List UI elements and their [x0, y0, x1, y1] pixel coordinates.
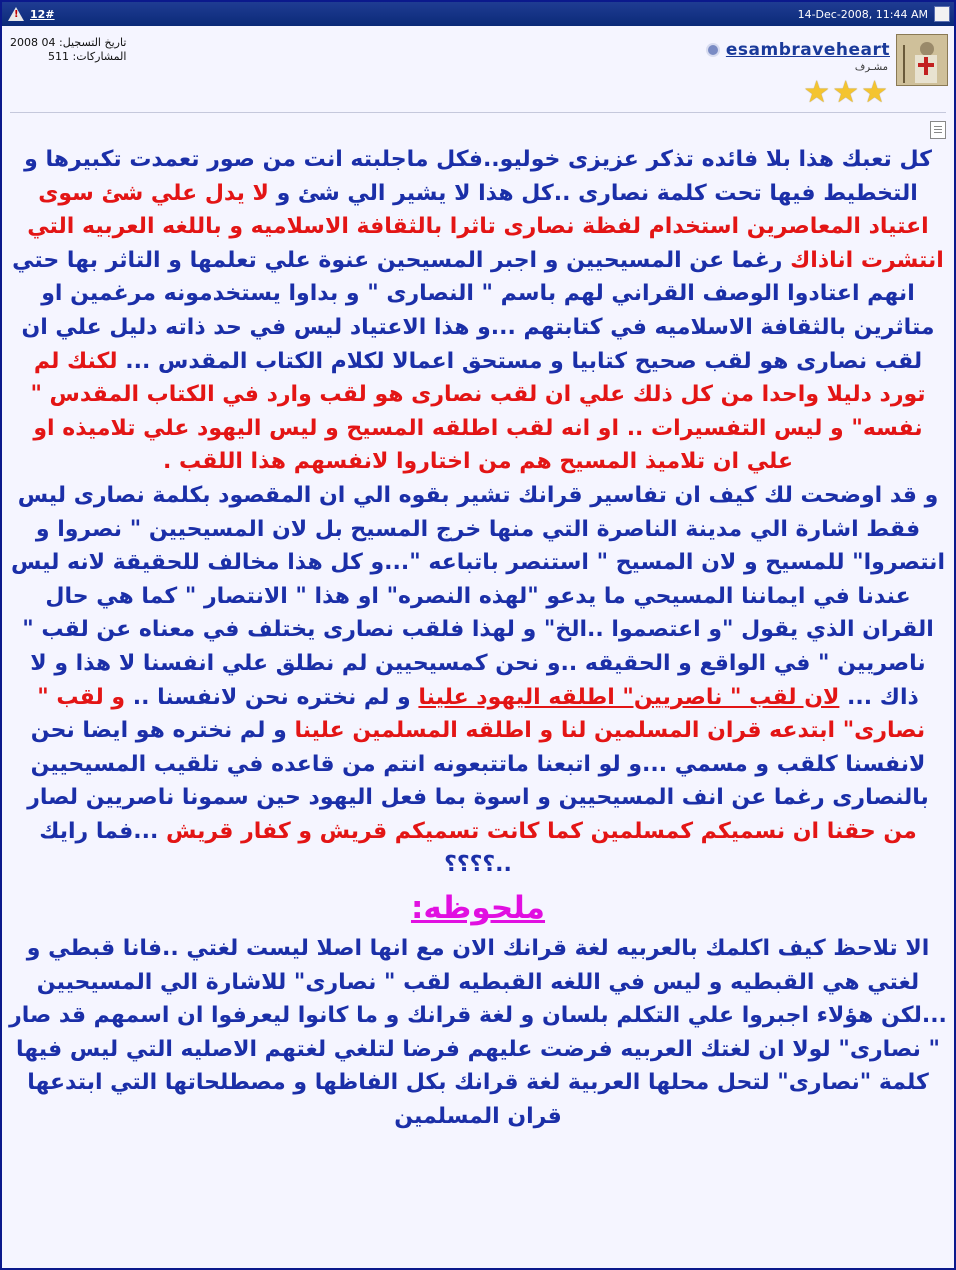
- note-title: ملحوظه:: [410, 890, 546, 927]
- message-text: ...فما رايك ..؟؟؟؟: [39, 818, 512, 878]
- avatar[interactable]: [896, 34, 948, 86]
- message-text: و لم نختره نحن لانفسنا ..: [132, 684, 411, 710]
- message-text: و قد اوضحت لك كيف ان تفاسير قرانك تشير بقوه الي ان المقصود بكلمة نصارى ليس فقط اشارة الي مدينة الناصرة التي منها خرج المسيح بل لان المسيحيين " نصروا و انتصروا" للمسيح و لان المسيح " استنصر باتباعه "...و كل هذا مخالف للحقيقة لانه ليس عندنا في ايماننا المسيحي ما يدعو "لهذه النصره" او هذا " الانتصار " كما هي حال القران الذي يقول "و اعتصموا ..الخ" و لهذا فلقب نصارى يختلف في معناه عن لقب " ناصريين " في الواقع و الحقيقه ..و نحن كمسيحيين لم نطلق علي انفسنا لا هذا و لا ذاك ...: [11, 482, 945, 710]
- message-text-red: من حقنا ان نسميكم كمسلمين كما كانت تسميكم قريش و كفار قريش: [166, 818, 917, 844]
- posts-count: المشاركات: 511: [48, 50, 127, 63]
- user-stats: [10, 36, 126, 64]
- post-number-link[interactable]: 12#: [30, 7, 55, 21]
- user-title: مشـرف: [854, 62, 888, 73]
- message-text: رغما عن المسيحيين و اجبر المسيحين عنوة علي تعلمها و التاثر بها حتي انهم اعتادوا الوصف القراني لهم باسم " النصارى " و بداوا يستخدمونه مرغمين او متاثرين بالثقافة الاسلاميه في كتابتهم ...و هذا الاعتياد ليس في حد ذاته دليل علي ان لقب نصارى هو لقب صحيح كتابيا و مستحق اعمالا لكلام الكتاب المقدس ...: [12, 247, 935, 374]
- report-warning-icon[interactable]: [8, 7, 24, 21]
- message-text-red: او انه لقب اطلقه المسيح و ليس اليهود علي تلاميذه او علي ان تلاميذ المسيح هم من اختاروا لانفسهم هذا اللقب .: [33, 415, 794, 475]
- message-text: كل تعبك هذا بلا فائده تذكر عزيزى خوليو..فكل ماجلبته انت من صور تعمدت تكبيرها و التخطيط فيها تحت كلمة نصارى ..كل هذا لا يشير الي شئ و: [24, 147, 932, 206]
- post-message: [2, 143, 954, 1134]
- message-icon: [930, 121, 946, 139]
- message-icon-row: [2, 113, 954, 143]
- username-link[interactable]: esambraveheart: [725, 40, 890, 60]
- message-text-red-underlined: لان لقب " ناصريين" اطلقه اليهود علينا: [418, 684, 840, 710]
- message-text-red: لا يدل علي شئ سوى اعتياد المعاصرين استخدام لفظة نصارى تاثرا بالثقافة الاسلاميه و باللغه العربيه التي انتشرت اناذاك: [27, 180, 944, 273]
- star-icon: ★: [861, 75, 888, 110]
- online-status-icon: [706, 43, 720, 57]
- user-info-bar: [2, 26, 954, 112]
- message-text: الا تلاحظ كيف اكلمك بالعربيه لغة قرانك الان مع انها اصلا ليست لغتي ..فانا قبطي و لغتي هي القبطيه و ليس في اللغه القبطيه لقب " نصارى" للاشارة الي المسيحيين ...لكن هؤلاء اجبروا علي التكلم بلسان و لغة قرانك و ما كانوا ليعرفوا ان اسمهم قد صار " نصارى" لولا ان لغتك العربيه فرضت عليهم فرضا لتلغي لغتهم الاصليه التي ليس فيها كلمة "نصارى" لتحل محلها العربية لغة قرانك بكل الفاظها و مصطلحاتها التي ابتدعها قران المسلمين: [9, 936, 947, 1130]
- star-icon: ★: [832, 75, 860, 110]
- avatar-image: [897, 35, 947, 85]
- message-text-red: لكنك لم تورد دليلا واحدا من كل ذلك علي ان لقب نصارى هو لقب وارد في الكتاب المقدس " نفسه" و ليس التفسيرات ..: [30, 348, 926, 441]
- star-icon: ★: [803, 75, 831, 110]
- username-row: [706, 40, 890, 60]
- rank-stars: [803, 75, 888, 110]
- post-icon: [934, 6, 950, 22]
- post-header-right: [798, 6, 950, 22]
- post-date: 14-Dec-2008, 11:44 AM: [797, 7, 928, 21]
- post-header-left: [8, 7, 55, 21]
- post-header: [2, 2, 954, 26]
- message-text-red: و لقب " نصارى" ابتدعه قران المسلمين لنا و اطلقه المسلمين علينا: [37, 684, 926, 744]
- join-date: تاريخ التسجيل: 04 2008: [10, 36, 127, 49]
- message-text: و لم نختره هو ايضا نحن لانفسنا كلقب و مسمي ...و لو اتبعنا ماتتبعونه انتم من قاعده في تلقيب المسيحيين بالنصارى رغما عن انف المسيحيين و اسوة بما فعل اليهود حين سمونا ناصريين لصار: [27, 718, 929, 811]
